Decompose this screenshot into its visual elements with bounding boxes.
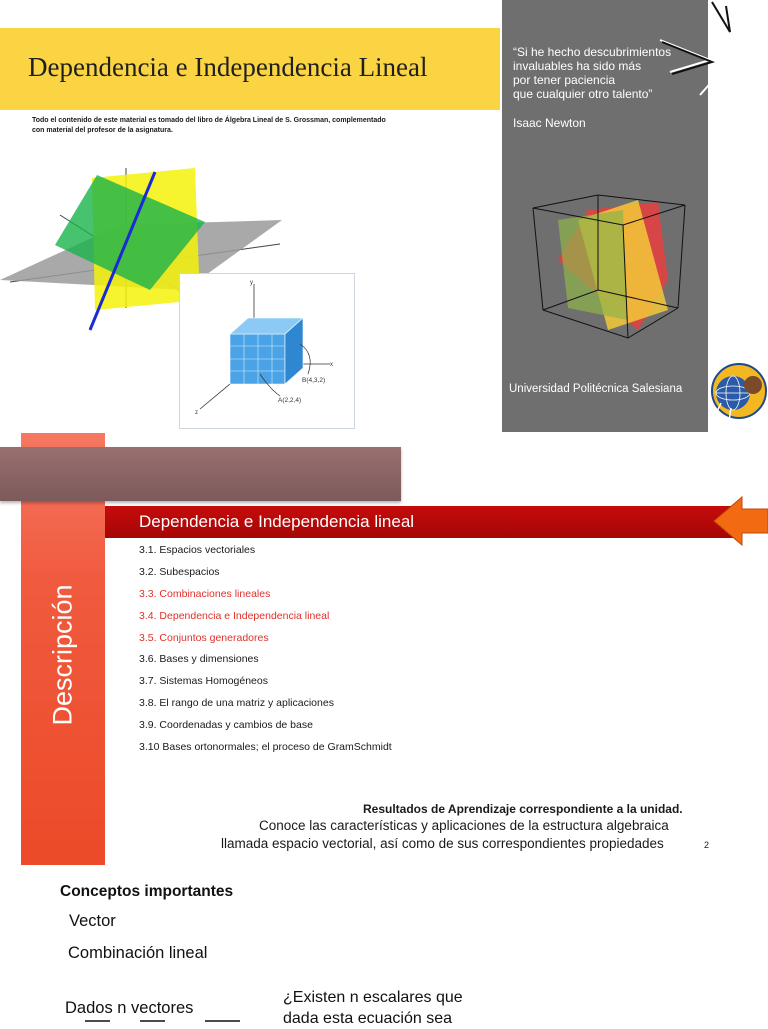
axis-x-label: x bbox=[330, 362, 333, 368]
quote-author: Isaac Newton bbox=[513, 116, 586, 130]
topic-item: 3.6. Bases y dimensiones bbox=[139, 653, 259, 666]
page-number: 2 bbox=[704, 840, 710, 850]
results-title: Resultados de Aprendizaje correspondiente a la unidad. bbox=[363, 802, 683, 816]
topic-item: 3.1. Espacios vectoriales bbox=[139, 544, 256, 556]
starburst-decoration bbox=[650, 0, 768, 110]
quote-line: que cualquier otro talento” bbox=[513, 87, 653, 101]
topic-item: 3.2. Subespacios bbox=[139, 565, 220, 578]
section-header: Dependencia e Independencia lineal bbox=[139, 512, 415, 531]
topic-item: 3.9. Coordenadas y cambios de base bbox=[139, 719, 313, 732]
cube-diagram bbox=[180, 274, 352, 426]
results-line: Conoce las características y aplicaciones de la estructura algebraica bbox=[259, 818, 669, 833]
concept-linear-combination: Combinación lineal bbox=[68, 944, 208, 962]
description-label: Descripción bbox=[47, 584, 78, 726]
quote-line: “Si he hecho descubrimientos bbox=[513, 45, 672, 59]
arrow-left-icon bbox=[712, 495, 768, 547]
quote-line: por tener paciencia bbox=[513, 73, 616, 87]
topic-item: 3.5. Conjuntos generadores bbox=[139, 631, 269, 644]
given-vectors-text: Dados n vectores bbox=[65, 999, 194, 1017]
concept-vector: Vector bbox=[69, 912, 116, 930]
university-name: Universidad Politécnica Salesiana bbox=[509, 383, 683, 395]
scalar-question bbox=[283, 987, 503, 1029]
quote-line: invaluables ha sido más bbox=[513, 59, 642, 73]
axis-y-label: y bbox=[250, 280, 253, 286]
topic-item: 3.3. Combinaciones lineales bbox=[139, 587, 271, 600]
concepts-title: Conceptos importantes bbox=[60, 883, 234, 900]
results-line: llamada espacio vectorial, así como de sus correspondientes propiedades bbox=[221, 836, 664, 851]
question-line: dada esta ecuación sea bbox=[283, 1010, 453, 1027]
university-logo bbox=[709, 363, 767, 423]
topic-item: 3.10 Bases ortonormales; el proceso de GramSchmidt bbox=[139, 741, 392, 754]
topic-item: 3.4. Dependencia e Independencia lineal bbox=[139, 609, 330, 622]
point-a-label: A(2,2,4) bbox=[278, 397, 302, 404]
cube-planes-illustration bbox=[528, 190, 690, 340]
axis-z-label: z bbox=[195, 410, 198, 416]
credit-note: Todo el contenido de este material es tomado del libro de Álgebra Lineal de S. Grossman, complementado con material del profesor de la asignatura. bbox=[32, 117, 386, 134]
topic-item: 3.7. Sistemas Homogéneos bbox=[139, 675, 268, 688]
topic-list bbox=[139, 543, 392, 762]
grey-banner bbox=[0, 447, 401, 501]
question-line: ¿Existen n escalares que bbox=[283, 989, 463, 1006]
slide-title: Dependencia e Independencia Lineal bbox=[28, 52, 428, 82]
point-b-label: B(4,3,2) bbox=[302, 377, 326, 384]
topic-item: 3.8. El rango de una matriz y aplicaciones bbox=[139, 697, 334, 710]
vector-symbols-partial bbox=[80, 1018, 250, 1024]
